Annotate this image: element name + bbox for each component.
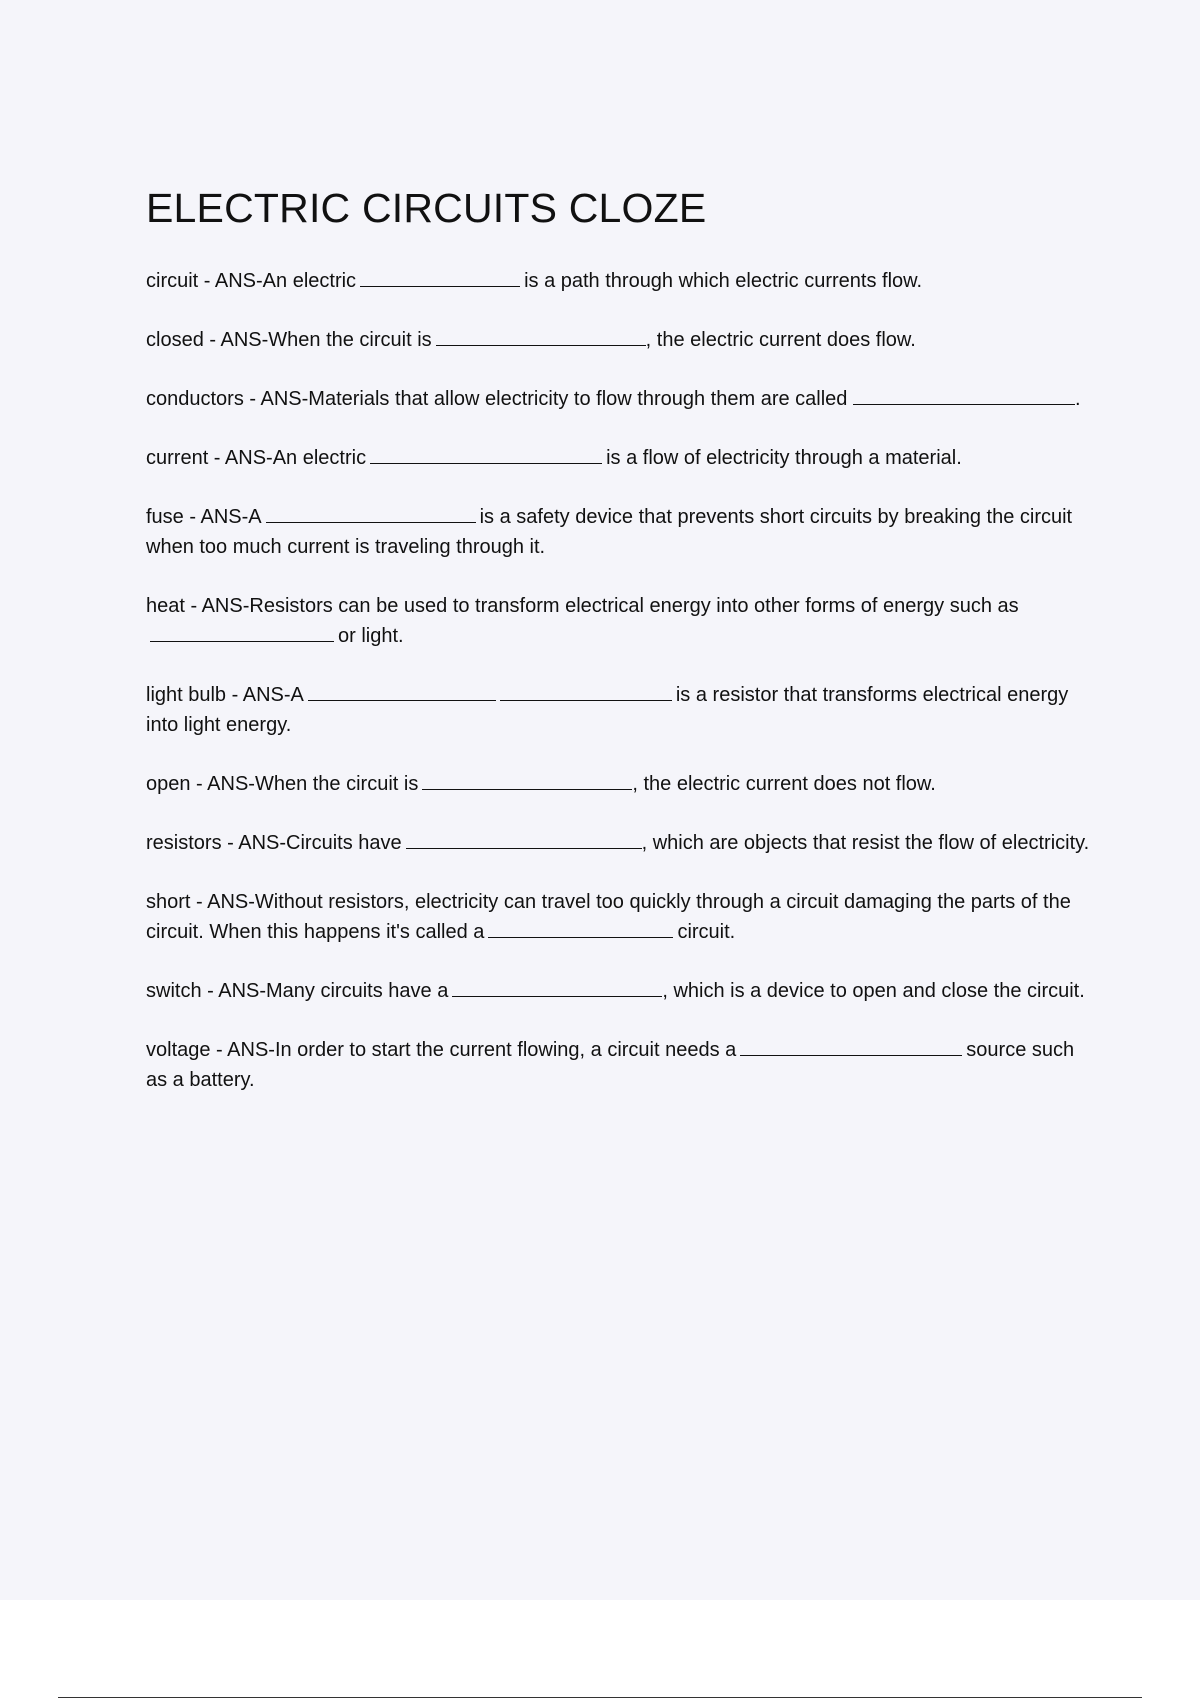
cloze-entry-circuit: circuit - ANS-An electric is a path through which electric currents flow. — [146, 266, 1096, 296]
footer-divider — [58, 1697, 1142, 1698]
cloze-entry-voltage: voltage - ANS-In order to start the current flowing, a circuit needs a source such as a battery. — [146, 1035, 1096, 1095]
answer-blank — [150, 622, 334, 642]
answer-blank — [406, 829, 642, 849]
answer-blank — [740, 1036, 962, 1056]
page-title: ELECTRIC CIRCUITS CLOZE — [146, 185, 707, 231]
cloze-entry-fuse: fuse - ANS-A is a safety device that prevents short circuits by breaking the circuit when too much current is traveling through it. — [146, 502, 1096, 562]
answer-blank — [360, 267, 520, 287]
answer-blank — [452, 977, 662, 997]
answer-blank — [308, 681, 496, 701]
cloze-entry-conductors: conductors - ANS-Materials that allow electricity to flow through them are called . — [146, 384, 1096, 414]
answer-blank — [266, 503, 476, 523]
cloze-entry-closed: closed - ANS-When the circuit is , the electric current does flow. — [146, 325, 1096, 355]
cloze-entry-resistors: resistors - ANS-Circuits have , which are objects that resist the flow of electricity. — [146, 828, 1096, 858]
answer-blank — [500, 681, 672, 701]
cloze-entry-short: short - ANS-Without resistors, electricity can travel too quickly through a circuit damaging the parts of the circuit. When this happens it's called a circuit. — [146, 891, 1071, 943]
answer-blank — [370, 444, 602, 464]
cloze-entry-current: current - ANS-An electric is a flow of electricity through a material. — [146, 443, 1096, 473]
document-content — [146, 185, 1096, 1124]
answer-blank — [436, 326, 646, 346]
answer-blank — [422, 770, 632, 790]
cloze-entry-heat: heat - ANS-Resistors can be used to transform electrical energy into other forms of energy such asor light. — [146, 595, 1019, 647]
answer-blank — [488, 918, 673, 938]
cloze-entry-switch: switch - ANS-Many circuits have a , which is a device to open and close the circuit. — [146, 976, 1096, 1006]
cloze-entry-open: open - ANS-When the circuit is , the electric current does not flow. — [146, 769, 1096, 799]
cloze-entry-light-bulb: light bulb - ANS-A is a resistor that transforms electrical energy into light energy. — [146, 680, 1096, 740]
answer-blank — [853, 385, 1075, 405]
